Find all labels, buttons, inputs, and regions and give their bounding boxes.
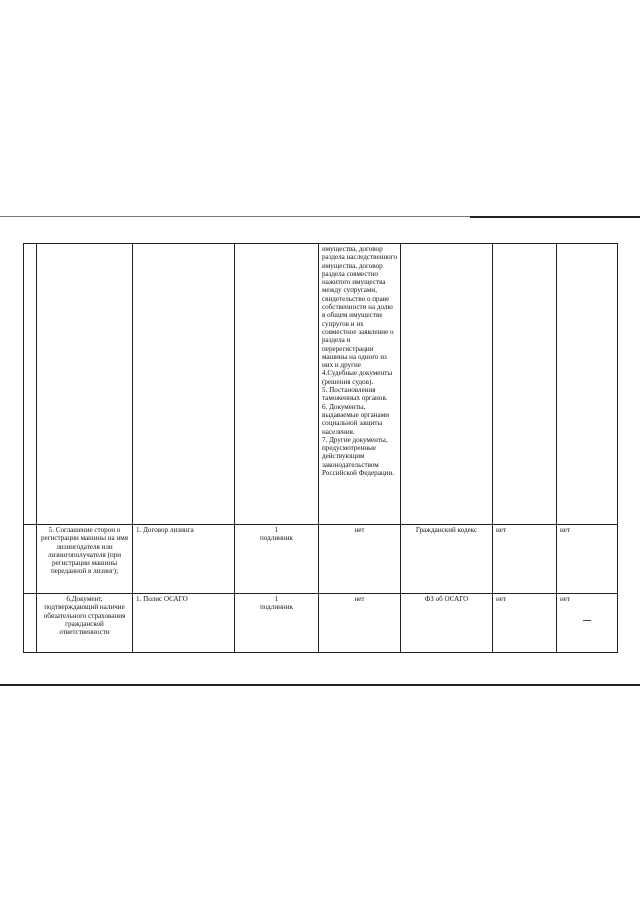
table-cell — [557, 244, 618, 525]
table-cell — [24, 594, 37, 653]
table-cell — [24, 525, 37, 594]
table-cell-document-type: 1. Полис ОСАГО — [133, 594, 235, 653]
table-cell-document-name: 6.Документ, подтверждающий наличие обязательного страхования гражданской ответственности — [37, 594, 133, 653]
table-cell-value: нет — [493, 594, 557, 653]
table-cell-value: нет — [557, 594, 618, 653]
table-cell-value: нет — [319, 594, 401, 653]
table-cell-value: нет — [319, 525, 401, 594]
table-cell-value: нет — [493, 525, 557, 594]
table-row — [24, 594, 618, 653]
scan-mark — [583, 620, 591, 621]
table-row — [24, 525, 618, 594]
table-cell — [133, 244, 235, 525]
table-cell-quantity: 1 подлинник — [235, 594, 319, 653]
table-cell — [235, 244, 319, 525]
table-cell-value: нет — [557, 525, 618, 594]
table-cell-document-name: 5. Соглашение сторон о регистрации машины на имя лизингодателя или лизингополучателя (при регистрации машины переданной в лизинг); — [37, 525, 133, 594]
table-cell-quantity: 1 подлинник — [235, 525, 319, 594]
table-cell-legal-basis: Гражданский кодекс — [401, 525, 493, 594]
table-cell — [401, 244, 493, 525]
table-cell-legal-basis: ФЗ об ОСАГО — [401, 594, 493, 653]
documents-table — [23, 243, 618, 653]
table-cell-document-type: 1. Договор лизинга — [133, 525, 235, 594]
bottom-scan-rule — [0, 684, 640, 686]
table-cell — [37, 244, 133, 525]
table-row — [24, 244, 618, 525]
table-cell — [493, 244, 557, 525]
table-cell — [24, 244, 37, 525]
table-cell-documents-list: имущества, договор раздела наследственного имущества, договор раздела совместно нажитого имущества между супругами, свидетельство о праве собственности на долю в общем имуществе супругов и их совместное заявление о раздела и перерегистрации машины на одного из них и другие 4.Судебные документы (решения судов). 5. Постановления таможенных органов. 6. Документы, выдаваемые органами социальной защиты населения. 7. Другие документы, предусмотренные действующим законодательством Российской Федерации. — [319, 244, 401, 525]
top-scan-rule-dark — [470, 216, 640, 218]
